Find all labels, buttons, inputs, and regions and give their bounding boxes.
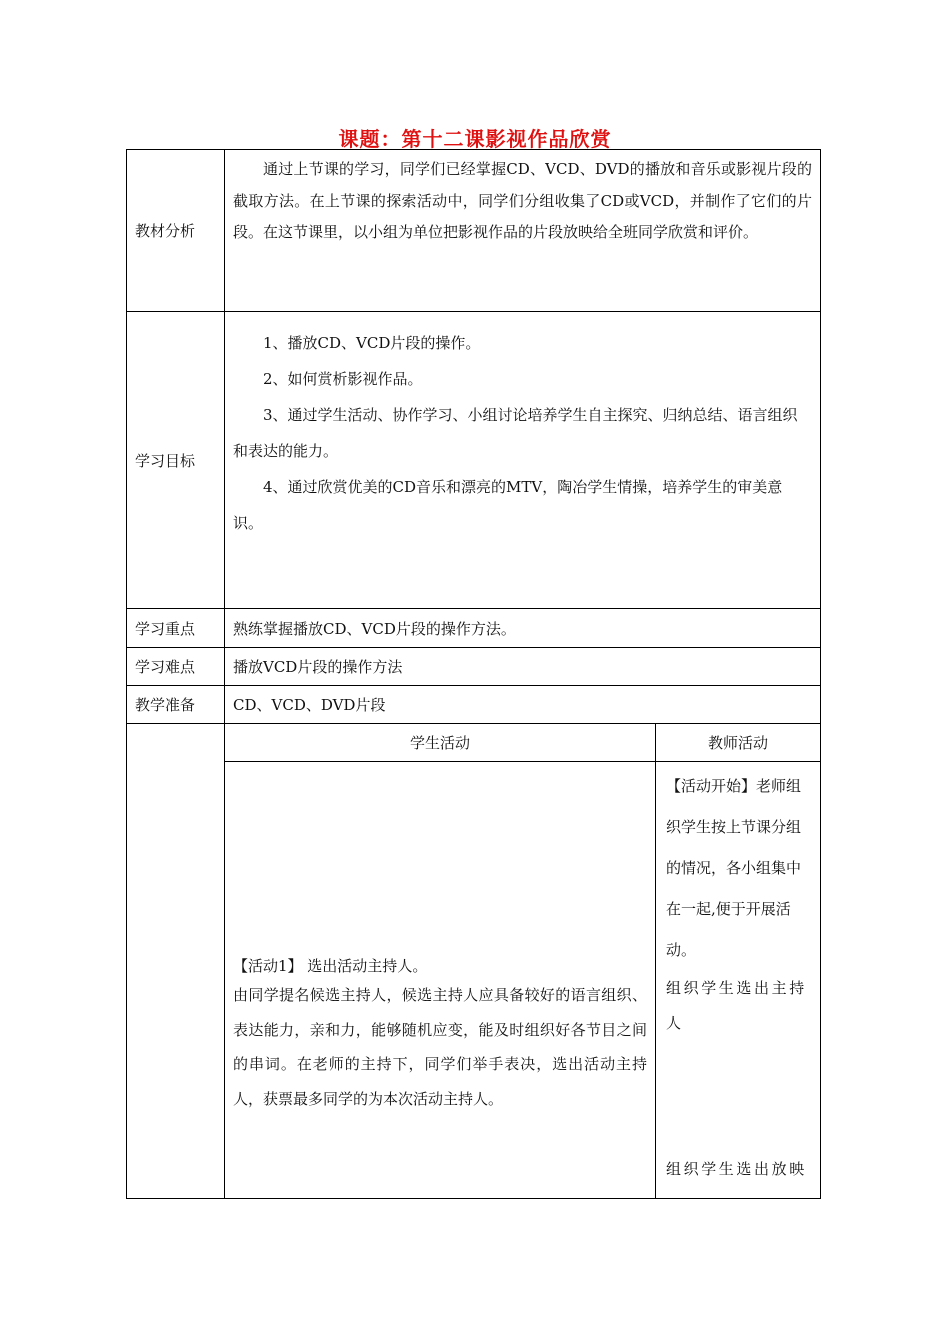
goals-content	[225, 312, 821, 609]
teacher-select-host-text: 组织学生选出主持人	[666, 979, 807, 1032]
teacher-start-text: 【活动开始】老师组织学生按上节课分组的情况，各小组集中在一起,便于开展活动。	[666, 777, 802, 959]
page-title: 课题：第十二课影视作品欣赏	[338, 127, 612, 151]
goal-item: 3、通过学生活动、协作学习、小组讨论培养学生自主探究、归纳总结、语言组织和表达的能力。	[233, 406, 798, 460]
activity-1-title: 【活动1】 选出活动主持人。	[233, 957, 428, 975]
goal-item: 2、如何赏析影视作品。	[263, 370, 423, 388]
key-point-text: 熟练掌握播放CD、VCD片段的操作方法。	[225, 609, 821, 648]
material-row	[127, 150, 821, 312]
preparation-label: 教学准备	[127, 686, 225, 724]
key-point-row	[127, 609, 821, 648]
teacher-activity-cell	[656, 762, 821, 1199]
student-activity-cell	[225, 762, 656, 1199]
goal-item: 4、通过欣赏优美的CD音乐和漂亮的MTV，陶冶学生情操，培养学生的审美意识。	[233, 478, 783, 532]
goal-item: 1、播放CD、VCD片段的操作。	[263, 334, 481, 352]
teacher-activity-header: 教师活动	[656, 724, 821, 762]
key-point-label: 学习重点	[127, 609, 225, 648]
activity-row	[127, 762, 821, 1199]
material-label: 教材分析	[127, 150, 225, 312]
student-activity-header: 学生活动	[225, 724, 656, 762]
preparation-text: CD、VCD、DVD片段	[225, 686, 821, 724]
activity-1-body: 由同学提名候选主持人，候选主持人应具备较好的语言组织、表达能力，亲和力，能够随机应变，能及时组织好各节目之间的串词。在老师的主持下，同学们举手表决，选出活动主持人，获票最多同学的为本次活动主持人。	[233, 986, 647, 1108]
material-text	[225, 150, 821, 312]
activity-blank-cell	[127, 724, 225, 1199]
teacher-select-show-text: 组织学生选出放映	[666, 1160, 807, 1178]
preparation-row	[127, 686, 821, 724]
material-paragraph: 通过上节课的学习，同学们已经掌握CD、VCD、DVD的播放和音乐或影视片段的截取方法。在上节课的探索活动中，同学们分组收集了CD或VCD，并制作了它们的片段。在这节课里，以小组为单位把影视作品的片段放映给全班同学欣赏和评价。	[233, 160, 812, 241]
difficulty-row	[127, 648, 821, 686]
goals-label: 学习目标	[127, 312, 225, 609]
lesson-plan-table	[126, 149, 821, 1199]
difficulty-label: 学习难点	[127, 648, 225, 686]
difficulty-text: 播放VCD片段的操作方法	[225, 648, 821, 686]
activity-header-row	[127, 724, 821, 762]
goals-row	[127, 312, 821, 609]
